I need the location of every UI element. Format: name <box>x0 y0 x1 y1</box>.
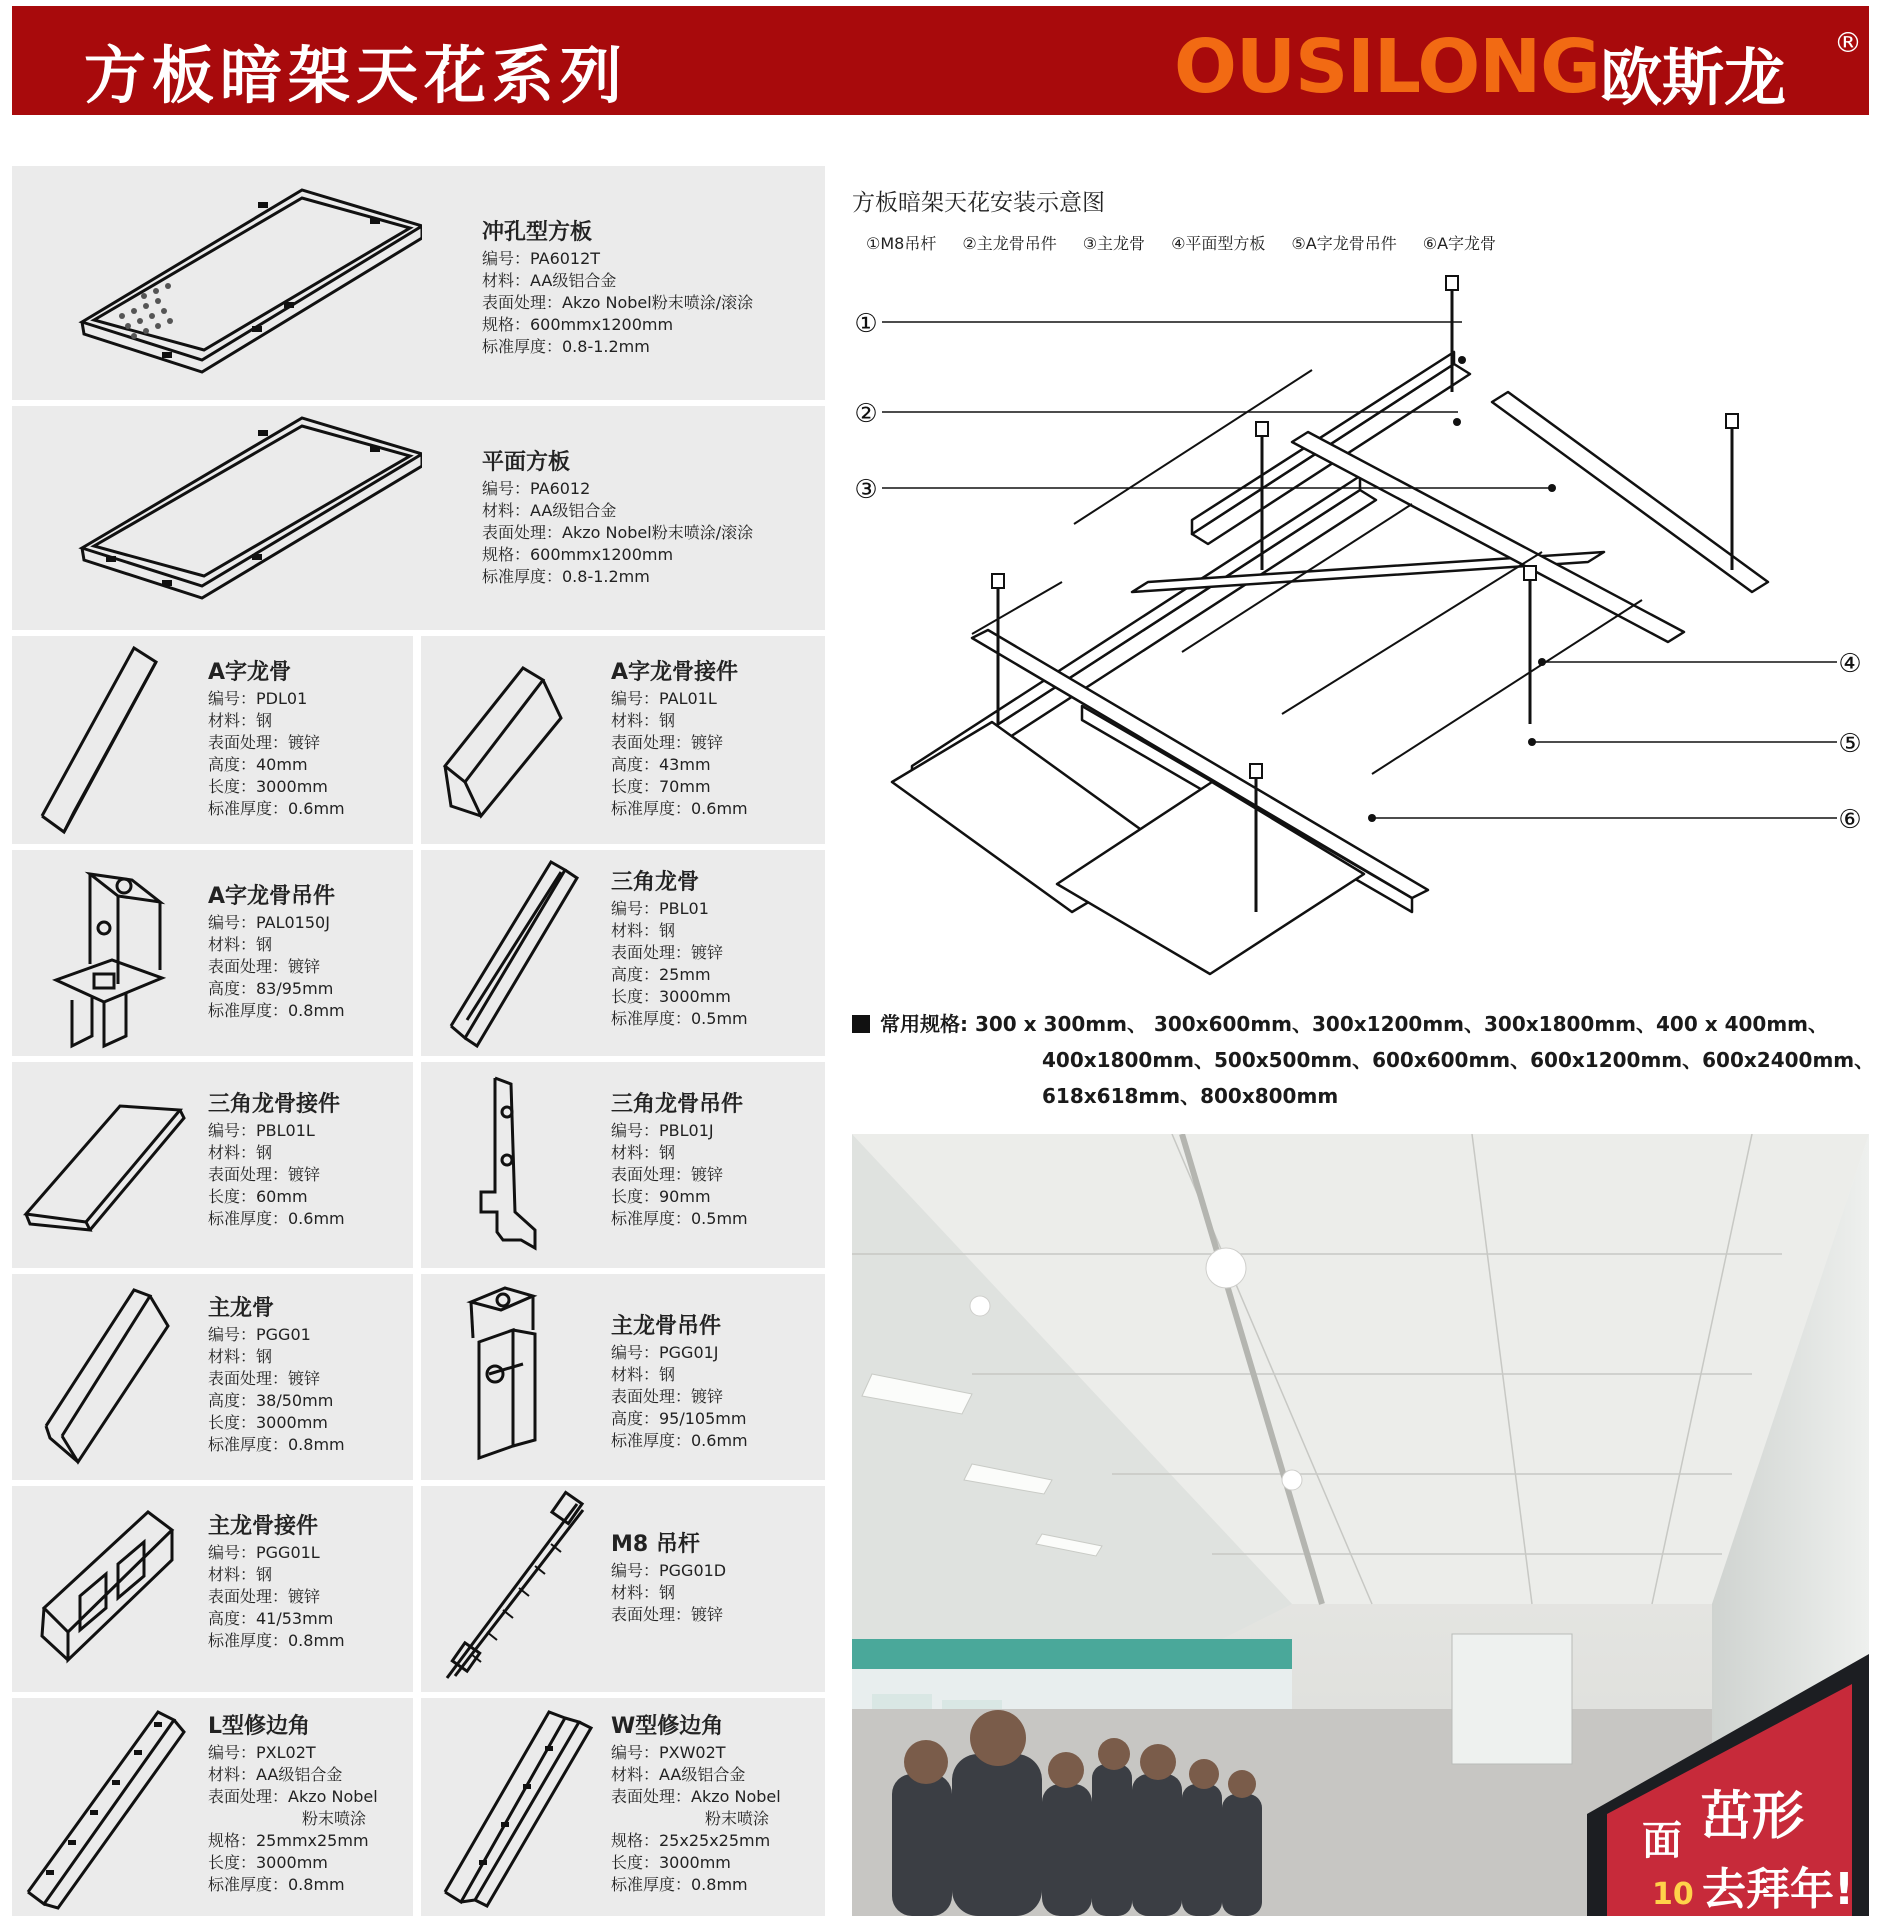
spec-size: 规格：600mmx1200mm <box>482 545 674 564</box>
spec-length: 长度：60mm <box>208 1187 308 1206</box>
spec-finish: 表面处理：镀锌 <box>611 943 724 962</box>
spec-code: 编号：PGG01 <box>208 1325 311 1344</box>
brand-logo-en: OUSILONG <box>1174 24 1600 110</box>
spec-finish: 表面处理：镀锌 <box>208 1165 321 1184</box>
spec-thickness: 标准厚度：0.5mm <box>611 1209 748 1228</box>
legend-item: ⑤A字龙骨吊件 <box>1291 234 1397 253</box>
spec-list <box>208 1120 345 1230</box>
spec-material: 材料：钢 <box>611 921 676 940</box>
callout-4: ④ <box>1838 649 1862 679</box>
spec-length: 长度：90mm <box>611 1187 711 1206</box>
spec-finish: 表面处理：镀锌 <box>208 733 321 752</box>
bullet-square-icon <box>852 1015 870 1033</box>
spec-finish: 表面处理：Akzo Nobel <box>611 1787 781 1806</box>
spec-code: 编号：PA6012 <box>482 479 591 498</box>
spec-code: 编号：PAL01L <box>611 689 717 708</box>
product-card-triangle-runner-connector <box>12 1062 413 1268</box>
spec-material: 材料：AA级铝合金 <box>482 501 617 520</box>
triangle-runner-illustration <box>431 850 591 1056</box>
installation-diagram <box>852 262 1862 997</box>
product-card-perforated-panel <box>12 166 825 400</box>
spec-finish: 表面处理：镀锌 <box>208 1587 321 1606</box>
product-name: A字龙骨 <box>208 660 292 685</box>
product-name: 冲孔型方板 <box>482 220 593 245</box>
sizes-label: 常用规格: <box>880 1012 968 1036</box>
main-runner-illustration <box>22 1274 182 1480</box>
a-runner-hanger-illustration <box>32 850 192 1056</box>
product-name: L型修边角 <box>208 1714 311 1739</box>
spec-code: 编号：PGG01L <box>208 1543 320 1562</box>
sizes-line: 400x1800mm、500x500mm、600x600mm、600x1200mm、600x2400mm、 <box>1042 1048 1875 1072</box>
product-name: A字龙骨接件 <box>611 660 739 685</box>
spec-length: 长度：3000mm <box>208 1853 328 1872</box>
spec-finish: 表面处理：镀锌 <box>611 1165 724 1184</box>
spec-thickness: 标准厚度：0.8mm <box>208 1001 345 1020</box>
product-name: A字龙骨吊件 <box>208 884 336 909</box>
m8-rod-illustration <box>427 1486 597 1692</box>
spec-finish: 表面处理：镀锌 <box>611 733 724 752</box>
brand-logo-cn: 欧斯龙 <box>1600 41 1787 114</box>
spec-code: 编号：PGG01D <box>611 1561 727 1580</box>
spec-height: 高度：43mm <box>611 755 711 774</box>
spec-thickness: 标准厚度：0.6mm <box>208 799 345 818</box>
spec-code: 编号：PBL01J <box>611 1121 714 1140</box>
spec-material: 材料：钢 <box>611 1143 676 1162</box>
product-name: W型修边角 <box>611 1714 724 1739</box>
spec-code: 编号：PA6012T <box>482 249 601 268</box>
product-card-m8-rod <box>421 1486 825 1692</box>
spec-material: 材料：钢 <box>208 711 273 730</box>
spec-thickness: 标准厚度：0.8mm <box>611 1875 748 1894</box>
callout-1: ① <box>854 309 878 339</box>
product-name: 主龙骨吊件 <box>611 1314 722 1339</box>
triangle-runner-hanger-illustration <box>451 1062 611 1268</box>
spec-material: 材料：AA级铝合金 <box>208 1765 343 1784</box>
product-card-w-trim <box>421 1698 825 1916</box>
flat-panel-illustration <box>62 406 422 630</box>
main-runner-connector-illustration <box>22 1486 192 1692</box>
spec-list <box>208 1542 345 1652</box>
billboard-text: 茁形 <box>1700 1787 1805 1847</box>
spec-list <box>611 1742 781 1896</box>
product-card-triangle-runner-hanger <box>421 1062 825 1268</box>
a-runner-illustration <box>22 636 182 844</box>
spec-thickness: 标准厚度：0.8mm <box>208 1435 345 1454</box>
product-card-a-runner-hanger <box>12 850 413 1056</box>
spec-material: 材料：钢 <box>208 1565 273 1584</box>
spec-thickness: 标准厚度：0.8-1.2mm <box>482 337 650 356</box>
product-card-main-runner-connector <box>12 1486 413 1692</box>
callout-2: ② <box>854 399 878 429</box>
product-card-main-runner-hanger <box>421 1274 825 1480</box>
spec-list <box>208 1324 345 1456</box>
spec-height: 高度：95/105mm <box>611 1409 747 1428</box>
header-banner <box>12 6 1869 115</box>
spec-material: 材料：钢 <box>611 711 676 730</box>
subway-ceiling-photo <box>852 1134 1869 1916</box>
spec-thickness: 标准厚度：0.6mm <box>208 1209 345 1228</box>
callout-3: ③ <box>854 475 878 505</box>
spec-code: 编号：PXL02T <box>208 1743 316 1762</box>
perforated-panel-illustration <box>62 166 422 400</box>
spec-list <box>611 1342 748 1452</box>
spec-length: 长度：3000mm <box>611 987 731 1006</box>
installation-photo <box>852 1134 1869 1916</box>
spec-material: 材料：钢 <box>611 1365 676 1384</box>
billboard-text: 去拜年! <box>1702 1864 1855 1915</box>
spec-list <box>611 1560 726 1626</box>
legend-item: ①M8吊杆 <box>866 234 937 253</box>
diagram-legend <box>866 231 1496 254</box>
spec-height: 高度：41/53mm <box>208 1609 334 1628</box>
diagram-title: 方板暗架天花安装示意图 <box>852 190 1105 216</box>
spec-finish: 表面处理：Akzo Nobel粉末喷涂/滚涂 <box>482 293 754 312</box>
spec-code: 编号：PAL0150J <box>208 913 330 932</box>
spec-length: 长度：70mm <box>611 777 711 796</box>
spec-list <box>482 478 753 588</box>
product-name: 平面方板 <box>482 450 571 475</box>
spec-finish: 表面处理：镀锌 <box>611 1605 724 1624</box>
common-sizes <box>852 1006 1875 1114</box>
billboard-text: 面 <box>1642 1818 1682 1864</box>
main-runner-hanger-illustration <box>461 1274 621 1480</box>
spec-material: 材料：钢 <box>208 1143 273 1162</box>
spec-height: 高度：83/95mm <box>208 979 334 998</box>
legend-item: ④平面型方板 <box>1171 234 1266 253</box>
spec-material: 材料：AA级铝合金 <box>482 271 617 290</box>
spec-thickness: 标准厚度：0.6mm <box>611 1431 748 1450</box>
spec-height: 高度：25mm <box>611 965 711 984</box>
spec-code: 编号：PDL01 <box>208 689 308 708</box>
spec-code: 编号：PBL01 <box>611 899 709 918</box>
spec-finish-cont: 粉末喷涂 <box>302 1809 367 1828</box>
spec-height: 高度：40mm <box>208 755 308 774</box>
spec-length: 长度：3000mm <box>611 1853 731 1872</box>
spec-length: 长度：3000mm <box>208 777 328 796</box>
spec-list <box>208 912 345 1022</box>
spec-thickness: 标准厚度：0.8mm <box>208 1631 345 1650</box>
product-card-a-runner <box>12 636 413 844</box>
spec-finish-cont: 粉末喷涂 <box>705 1809 770 1828</box>
spec-list <box>611 1120 748 1230</box>
spec-size: 规格：25mmx25mm <box>208 1831 369 1850</box>
product-card-triangle-runner <box>421 850 825 1056</box>
spec-thickness: 标准厚度：0.5mm <box>611 1009 748 1028</box>
legend-item: ③主龙骨 <box>1082 234 1146 253</box>
triangle-runner-connector-illustration <box>18 1062 188 1268</box>
spec-material: 材料：钢 <box>208 935 273 954</box>
spec-code: 编号：PGG01J <box>611 1343 719 1362</box>
spec-list <box>611 688 748 820</box>
spec-thickness: 标准厚度：0.6mm <box>611 799 748 818</box>
spec-finish: 表面处理：镀锌 <box>208 1369 321 1388</box>
spec-finish: 表面处理：Akzo Nobel <box>208 1787 378 1806</box>
sizes-line: 618x618mm、800x800mm <box>1042 1084 1339 1108</box>
l-trim-illustration <box>18 1698 188 1916</box>
spec-thickness: 标准厚度：0.8mm <box>208 1875 345 1894</box>
a-runner-connector-illustration <box>431 636 591 844</box>
spec-size: 规格：600mmx1200mm <box>482 315 674 334</box>
callout-6: ⑥ <box>1838 805 1862 835</box>
spec-list <box>611 898 748 1030</box>
spec-size: 规格：25x25x25mm <box>611 1831 771 1850</box>
product-name: 三角龙骨 <box>611 870 700 895</box>
product-name: 主龙骨 <box>208 1296 275 1321</box>
spec-material: 材料：钢 <box>611 1583 676 1602</box>
spec-material: 材料：钢 <box>208 1347 273 1366</box>
spec-finish: 表面处理：镀锌 <box>208 957 321 976</box>
product-name: M8 吊杆 <box>611 1532 700 1557</box>
spec-height: 高度：38/50mm <box>208 1391 334 1410</box>
w-trim-illustration <box>427 1698 597 1916</box>
product-name: 主龙骨接件 <box>208 1514 319 1539</box>
product-card-flat-panel <box>12 406 825 630</box>
spec-length: 长度：3000mm <box>208 1413 328 1432</box>
spec-thickness: 标准厚度：0.8-1.2mm <box>482 567 650 586</box>
spec-finish: 表面处理：镀锌 <box>611 1387 724 1406</box>
spec-code: 编号：PBL01L <box>208 1121 315 1140</box>
product-name: 三角龙骨吊件 <box>611 1092 744 1117</box>
product-name: 三角龙骨接件 <box>208 1092 341 1117</box>
page-title: 方板暗架天花系列 <box>84 39 629 112</box>
callout-5: ⑤ <box>1838 729 1862 759</box>
product-card-l-trim <box>12 1698 413 1916</box>
registered-mark: ® <box>1834 26 1862 59</box>
legend-item: ⑥A字龙骨 <box>1422 234 1497 253</box>
spec-list <box>208 688 345 820</box>
spec-list <box>482 248 753 358</box>
sizes-line: 300 x 300mm、 300x600mm、300x1200mm、300x1800mm、400 x 400mm、 <box>974 1012 1828 1036</box>
billboard-text: 10 <box>1652 1877 1694 1912</box>
product-card-a-runner-connector <box>421 636 825 844</box>
spec-material: 材料：AA级铝合金 <box>611 1765 746 1784</box>
spec-list <box>208 1742 378 1896</box>
spec-finish: 表面处理：Akzo Nobel粉末喷涂/滚涂 <box>482 523 754 542</box>
product-card-main-runner <box>12 1274 413 1480</box>
legend-item: ②主龙骨吊件 <box>962 234 1057 253</box>
spec-code: 编号：PXW02T <box>611 1743 726 1762</box>
